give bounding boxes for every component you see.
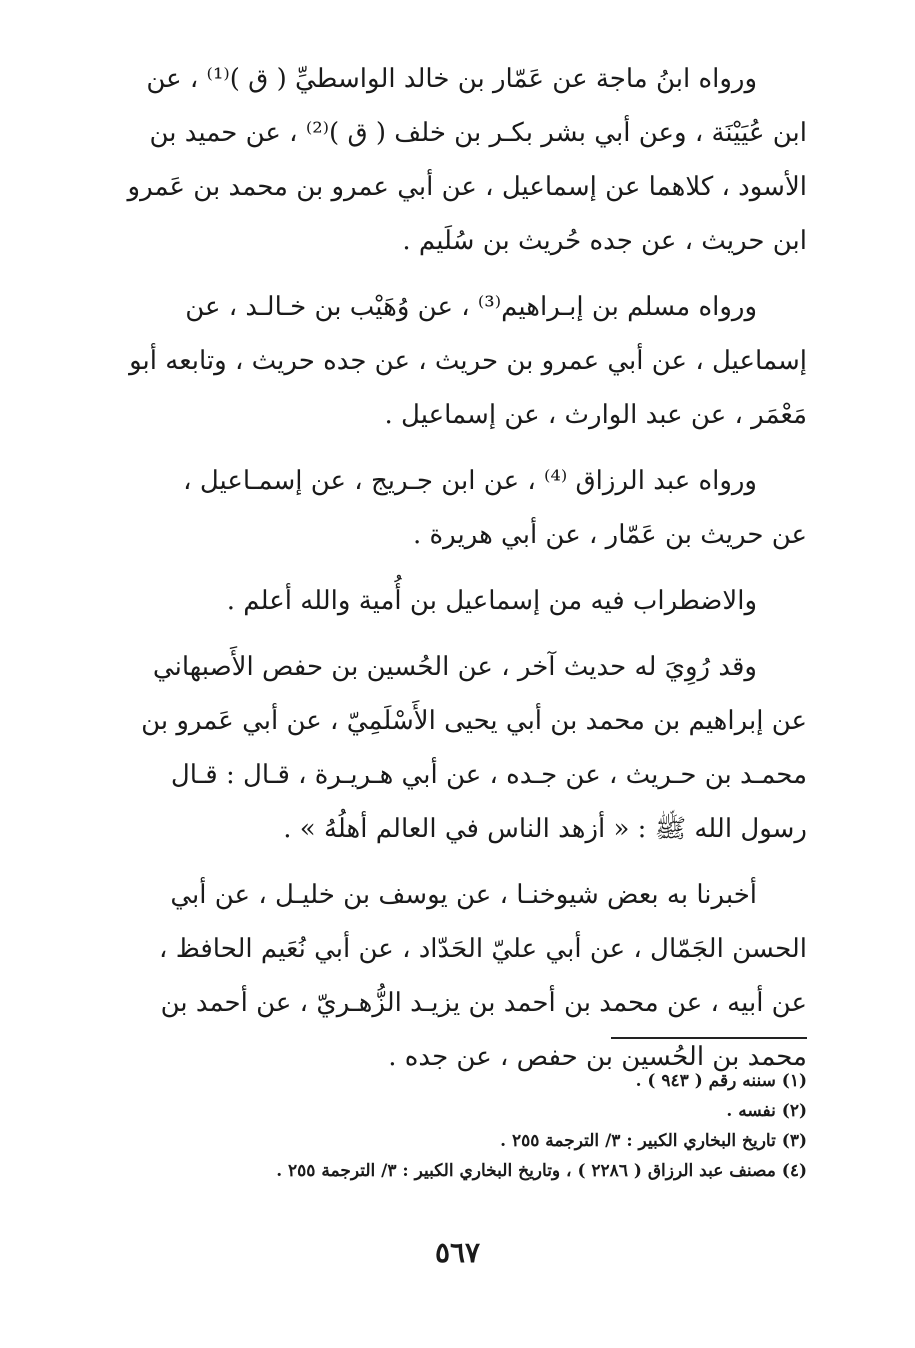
footnote-3: (٣) تاريخ البخاري الكبير : ٣/ الترجمة ٢٥٥ . <box>500 1131 807 1151</box>
text-line: إسماعيل ، عن أبي عمرو بن حريث ، عن جده حريث ، وتابعه أبو <box>129 346 807 376</box>
text-line: ابن حريث ، عن جده حُريث بن سُلَيم . <box>402 226 807 256</box>
footnotes <box>107 1066 807 1186</box>
text-line: الأسود ، كلاهما عن إسماعيل ، عن أبي عمرو بن محمد بن عَمرو <box>127 172 807 202</box>
paragraph-4 <box>107 574 807 628</box>
text-line: عن حريث بن عَمّار ، عن أبي هريرة . <box>412 520 807 550</box>
text-line: ورواه عبد الرزاق ⁽⁴⁾ ، عن ابن جـريج ، عن إسمـاعيل ، <box>183 466 757 496</box>
text-line: أخبرنا به بعض شيوخنـا ، عن يوسف بن خليـل ، عن أبي <box>170 880 757 910</box>
text-line: محمـد بن حـريث ، عن جـده ، عن أبي هـريـرة ، قـال : قـال <box>170 760 807 790</box>
text-line: وقد رُوِيَ له حديث آخر ، عن الحُسين بن حفص الأَصبهاني <box>152 652 757 682</box>
footnote-1: (١) سننه رقم ( ٩٤٣ ) . <box>635 1071 807 1091</box>
text-line: رسول الله ﷺ : « أزهد الناس في العالم أهلُهُ » . <box>283 814 807 844</box>
text-line: الحسن الجَمّال ، عن أبي عليّ الحَدّاد ، عن أبي نُعَيم الحافظ ، <box>159 934 807 964</box>
text-line: عن أبيه ، عن محمد بن أحمد بن يزيـد الزُّهـريّ ، عن أحمد بن <box>160 988 807 1018</box>
paragraph-1 <box>107 52 807 268</box>
text-line: ورواه مسلم بن إبـراهيم⁽³⁾ ، عن وُهَيْب بن خـالـد ، عن <box>185 292 757 322</box>
text-line: عن إبراهيم بن محمد بن أبي يحيى الأَسْلَمِيّ ، عن أبي عَمرو بن <box>141 706 807 736</box>
footnote-separator <box>611 1037 807 1039</box>
paragraph-6 <box>107 868 807 1084</box>
page-number: ٥٦٧ <box>434 1236 481 1269</box>
text-line: ورواه ابنُ ماجة عن عَمّار بن خالد الواسطيِّ ( ق )⁽¹⁾ ، عن <box>146 64 757 94</box>
main-text <box>107 52 807 1096</box>
paragraph-2 <box>107 280 807 442</box>
text-line: محمد بن الحُسين بن حفص ، عن جده . <box>388 1042 807 1072</box>
footnote-2: (٢) نفسه . <box>726 1101 807 1121</box>
footnote-4: (٤) مصنف عبد الرزاق ( ٢٢٨٦ ) ، وتاريخ البخاري الكبير : ٣/ الترجمة ٢٥٥ . <box>276 1161 807 1181</box>
text-line: ابن عُيَيْنَة ، وعن أبي بشر بكـر بن خلف ( ق )⁽²⁾ ، عن حميد بن <box>149 118 807 148</box>
text-line: مَعْمَر ، عن عبد الوارث ، عن إسماعيل . <box>384 400 807 430</box>
text-line: والاضطراب فيه من إسماعيل بن أُمية والله أعلم . <box>226 586 757 616</box>
paragraph-3 <box>107 454 807 562</box>
paragraph-5 <box>107 640 807 856</box>
